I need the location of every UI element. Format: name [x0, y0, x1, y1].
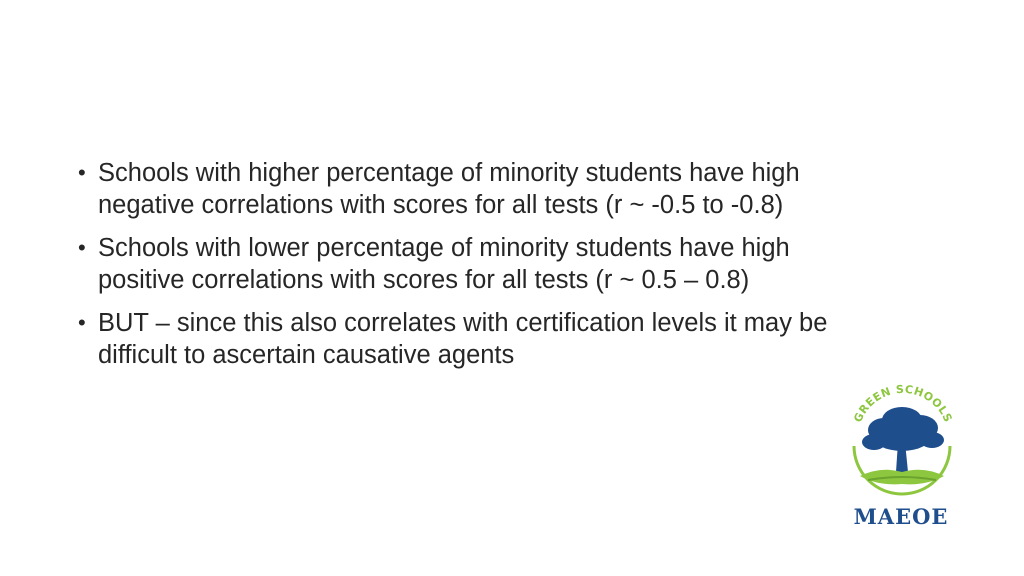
bullet-text-line: BUT – since this also correlates with certification levels it may be: [98, 309, 828, 337]
bullet-list: [76, 157, 916, 382]
tree-icon: [862, 407, 944, 472]
bullet-text-line: difficult to ascertain causative agents: [98, 341, 515, 369]
bullet-item: [76, 232, 916, 296]
arc-text-path: GREEN SCHOOLS: [851, 382, 955, 425]
maeoe-logo: [846, 380, 956, 530]
bullet-icon: •: [78, 160, 86, 185]
bullet-text-line: negative correlations with scores for all tests (r ~ -0.5 to -0.8): [98, 191, 784, 219]
logo-wordmark: MAEOE: [853, 504, 949, 529]
green-schools-emblem: [846, 380, 956, 504]
bullet-icon: •: [78, 310, 86, 335]
bullet-item: [76, 307, 916, 371]
bullet-text-line: Schools with lower percentage of minority students have high: [98, 234, 790, 262]
bullet-item: [76, 157, 916, 221]
bullet-text-line: positive correlations with scores for all tests (r ~ 0.5 – 0.8): [98, 266, 750, 294]
bullet-text-line: Schools with higher percentage of minority students have high: [98, 159, 800, 187]
bullet-icon: •: [78, 235, 86, 260]
